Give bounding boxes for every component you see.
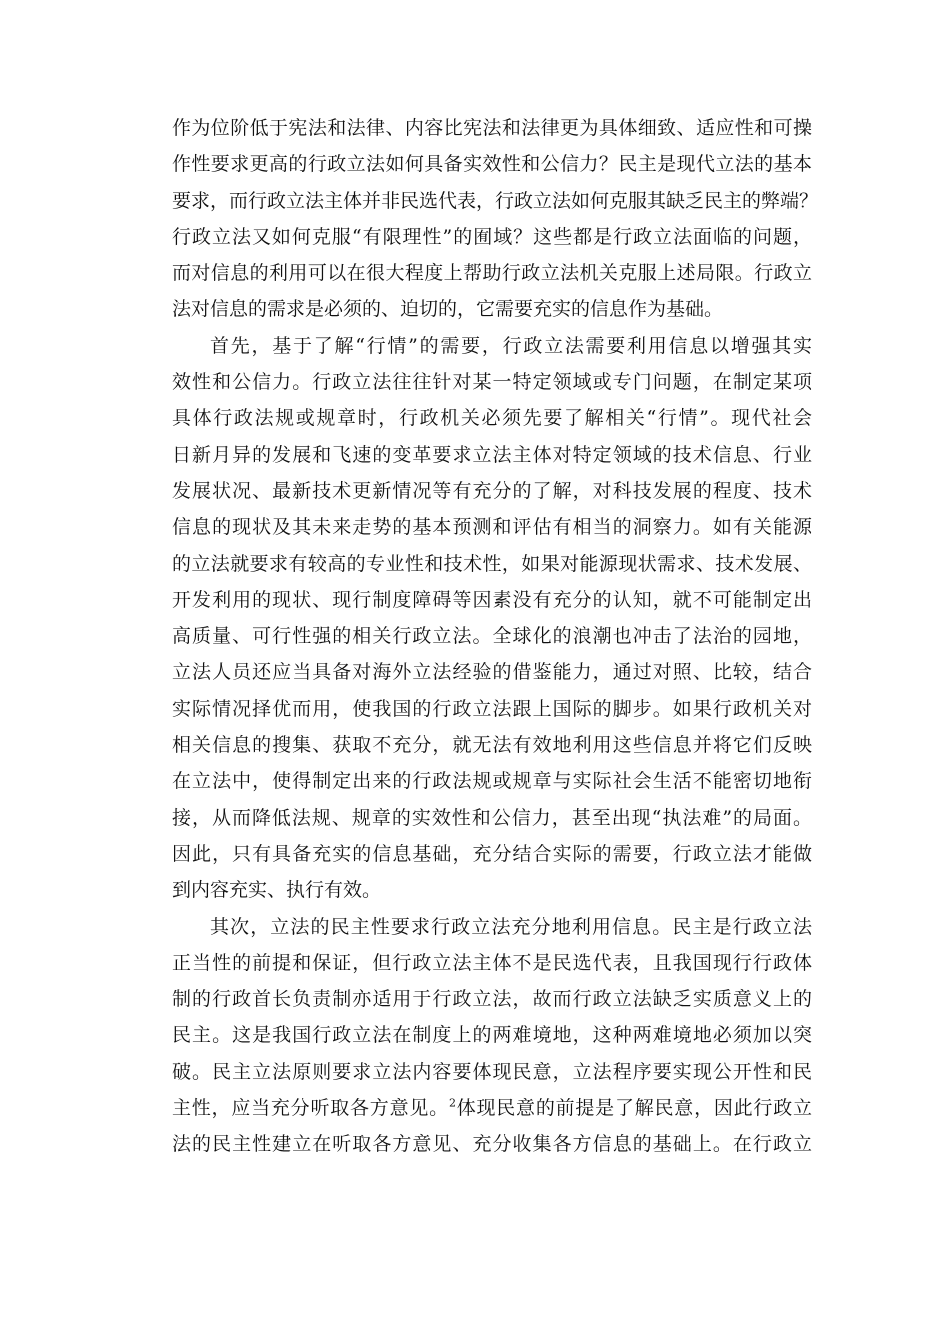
text-line: 法的民主性建立在听取各方意见、充分收集各方信息的基础上。在行政立: [172, 1133, 812, 1156]
paragraph-first-line: 首先，基于了解“行情”的需要，行政立法需要利用信息以增强其实: [210, 334, 812, 357]
text-line: 高质量、可行性强的相关行政立法。全球化的浪潮也冲击了法治的园地，: [172, 625, 812, 648]
footnote-marker[interactable]: 2: [448, 1096, 456, 1110]
text-line: 要求，而行政立法主体并非民选代表，行政立法如何克服其缺乏民主的弊端？: [172, 189, 819, 212]
text-line: 破。民主立法原则要求立法内容要体现民意，立法程序要实现公开性和民: [172, 1060, 812, 1083]
text-line: 实际情况择优而用，使我国的行政立法跟上国际的脚步。如果行政机关对: [172, 697, 812, 720]
text-line: 到内容充实、执行有效。: [172, 879, 382, 902]
paragraph-first-line: 其次，立法的民主性要求行政立法充分地利用信息。民主是行政立法: [210, 915, 812, 938]
text-line: 接，从而降低法规、规章的实效性和公信力，甚至出现“执法难”的局面。: [172, 806, 812, 829]
text-line: 开发利用的现状、现行制度障碍等因素没有充分的认知，就不可能制定出: [172, 588, 812, 611]
text-line: 在立法中，使得制定出来的行政法规或规章与实际社会生活不能密切地衔: [172, 770, 812, 793]
text-line-with-footnote: [172, 1090, 812, 1126]
text-line: 行政立法又如何克服“有限理性”的囿域？这些都是行政立法面临的问题，: [172, 225, 812, 248]
text-line: 发展状况、最新技术更新情况等有充分的了解，对科技发展的程度、技术: [172, 479, 812, 502]
text-line: 因此，只有具备充实的信息基础，充分结合实际的需要，行政立法才能做: [172, 842, 812, 865]
text-line: 立法人员还应当具备对海外立法经验的借鉴能力，通过对照、比较，结合: [172, 661, 812, 684]
text-line: 而对信息的利用可以在很大程度上帮助行政立法机关克服上述局限。行政立: [172, 262, 812, 285]
text-line: 日新月异的发展和飞速的变革要求立法主体对特定领域的技术信息、行业: [172, 443, 812, 466]
text-line: 具体行政法规或规章时，行政机关必须先要了解相关“行情”。现代社会: [172, 407, 812, 430]
text-line: 制的行政首长负责制亦适用于行政立法，故而行政立法缺乏实质意义上的: [172, 988, 812, 1011]
text-line: 信息的现状及其未来走势的基本预测和评估有相当的洞察力。如有关能源: [172, 516, 812, 539]
text-line: 效性和公信力。行政立法往往针对某一特定领域或专门问题，在制定某项: [172, 371, 812, 394]
text-line: 作性要求更高的行政立法如何具备实效性和公信力？民主是现代立法的基本: [172, 153, 812, 176]
text-line: 法对信息的需求是必须的、迫切的，它需要充实的信息作为基础。: [172, 298, 724, 321]
text-line: 民主。这是我国行政立法在制度上的两难境地，这种两难境地必须加以突: [172, 1024, 812, 1047]
body-text: [172, 110, 819, 1163]
text-line: 相关信息的搜集、获取不充分，就无法有效地利用这些信息并将它们反映: [172, 734, 812, 757]
text-segment: 主性，应当充分听取各方意见。: [172, 1097, 449, 1120]
text-line: 正当性的前提和保证，但行政立法主体不是民选代表，且我国现行行政体: [172, 951, 812, 974]
text-segment: 体现民意的前提是了解民意，因此行政立: [455, 1097, 812, 1120]
text-line: 的立法就要求有较高的专业性和技术性，如果对能源现状需求、技术发展、: [172, 552, 812, 575]
text-line: 作为位阶低于宪法和法律、内容比宪法和法律更为具体细致、适应性和可操: [172, 117, 812, 139]
